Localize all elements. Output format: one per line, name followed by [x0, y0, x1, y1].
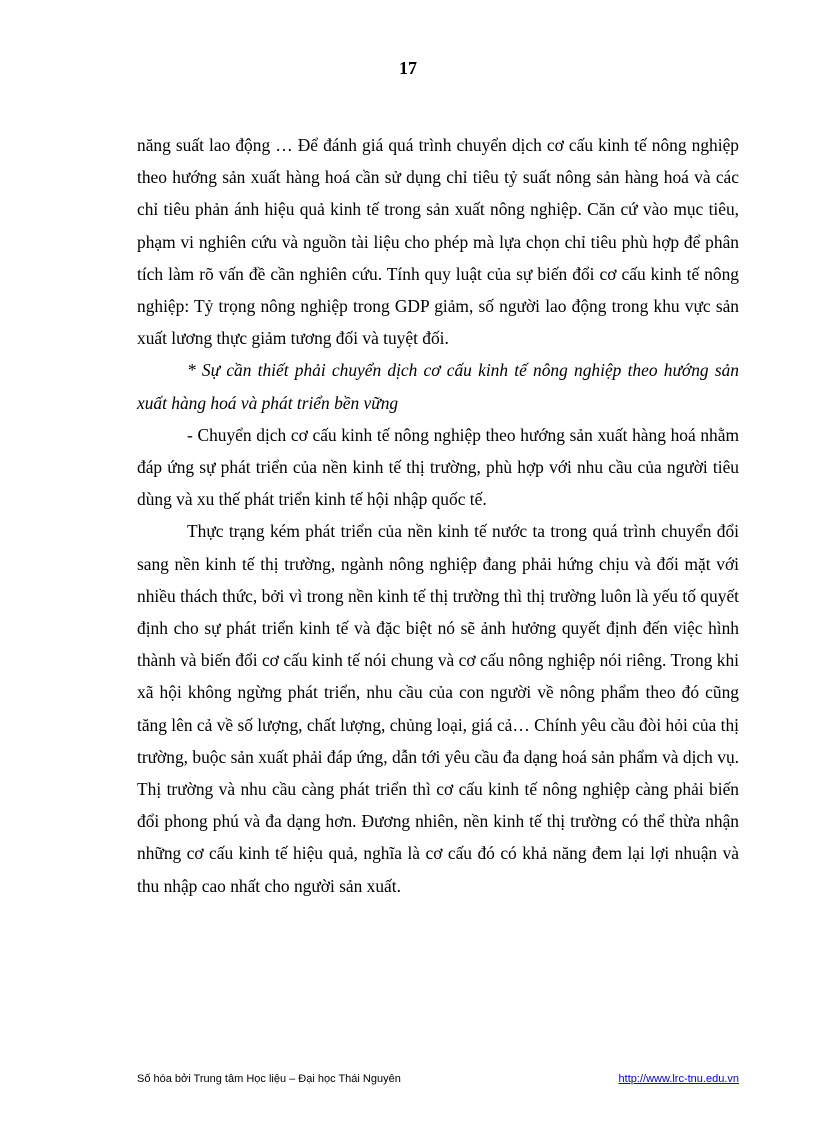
footer-credit: Số hóa bởi Trung tâm Học liệu – Đại học Thái Nguyên	[137, 1073, 401, 1085]
paragraph-commodity-production: - Chuyển dịch cơ cấu kinh tế nông nghiệp theo hướng sản xuất hàng hoá nhằm đáp ứng sự phát triển của nền kinh tế thị trường, phù hợp với nhu cầu của người tiêu dùng và xu thế phát triển kinh tế hội nhập quốc tế.	[137, 424, 739, 510]
document-body	[137, 129, 739, 902]
paragraph-productivity-indicators: năng suất lao động … Để đánh giá quá trình chuyển dịch cơ cấu kinh tế nông nghiệp theo hướng sản xuất hàng hoá cần sử dụng chỉ tiêu tỷ suất nông sản hàng hoá và các chỉ tiêu phản ánh hiệu quả kinh tế trong sản xuất nông nghiệp. Căn cứ vào mục tiêu, phạm vi nghiên cứu và nguồn tài liệu cho phép mà lựa chọn chỉ tiêu phù hợp để phân tích làm rõ vấn đề cần nghiên cứu. Tính quy luật của sự biến đổi cơ cấu kinh tế nông nghiệp: Tỷ trọng nông nghiệp trong GDP giảm, số người lao động trong khu vực sản xuất lương thực giảm tương đối và tuyệt đối.	[137, 135, 739, 349]
page-number: 17	[399, 58, 417, 78]
section-heading-necessity: * Sự cần thiết phải chuyển dịch cơ cấu kinh tế nông nghiệp theo hướng sản xuất hàng hoá và phát triển bền vững	[137, 360, 739, 413]
paragraph-market-economy: Thực trạng kém phát triển của nền kinh tế nước ta trong quá trình chuyển đổi sang nền kinh tế thị trường, ngành nông nghiệp đang phải hứng chịu và đối mặt với nhiều thách thức, bởi vì trong nền kinh tế thị trường thì thị trường luôn là yếu tố quyết định cho sự phát triển kinh tế và đặc biệt nó sẽ ảnh hưởng quyết định đến việc hình thành và biến đổi cơ cấu kinh tế nói chung và cơ cấu nông nghiệp nói riêng. Trong khi xã hội không ngừng phát triển, nhu cầu của con người về nông phẩm theo đó cũng tăng lên cả về số lượng, chất lượng, chủng loại, giá cả… Chính yêu cầu đòi hỏi của thị trường, buộc sản xuất phải đáp ứng, dẫn tới yêu cầu đa dạng hoá sản phẩm và dịch vụ. Thị trường và nhu cầu càng phát triển thì cơ cấu kinh tế nông nghiệp càng phải biến đổi phong phú và đa dạng hơn. Đương nhiên, nền kinh tế thị trường có thể thừa nhận những cơ cấu kinh tế hiệu quả, nghĩa là cơ cấu đó có khả năng đem lại lợi nhuận và thu nhập cao nhất cho người sản xuất.	[137, 521, 739, 896]
footer-website-link[interactable]: http://www.lrc-tnu.edu.vn	[618, 1073, 739, 1085]
page-footer	[137, 1073, 739, 1089]
